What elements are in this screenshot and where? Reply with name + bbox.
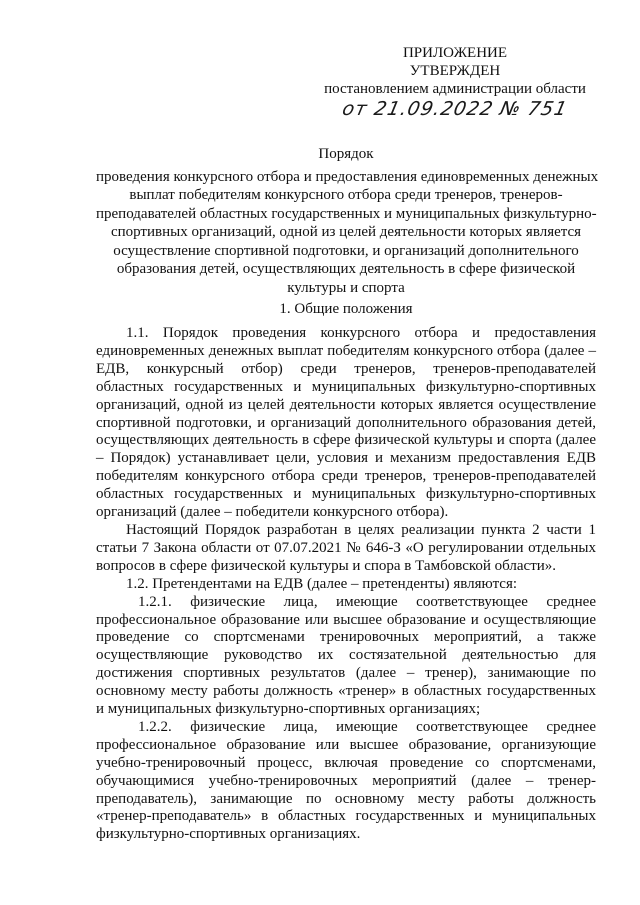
title-line: проведения конкурсного отбора и предоставления единовременных денежных — [96, 168, 599, 185]
approval-stamp-block — [300, 44, 610, 118]
title-line: образования детей, осуществляющих деятельность в сфере физической — [116, 261, 576, 277]
paragraph-1-2-1: 1.2.1. физические лица, имеющие соответствующее среднее профессиональное образование или высшее образование и осуществляющие проведение со спортсменами тренировочных мероприятий, а также осуществляющие руководство их состязательной деятельностью для достижения спортивных результатов (далее – тренер), занимающие по основному месту работы должность «тренер» в областных государственных и муниципальных физкультурно-спортивных организациях; — [96, 593, 596, 718]
title-line: выплат победителям конкурсного отбора среди тренеров, тренеров- — [129, 187, 563, 203]
paragraph-1-2-2: 1.2.2. физические лица, имеющие соответствующее среднее профессиональное образование или высшее образование, организующие учебно-тренировочный процесс, включая проведение со спортсменами, обучающимися учебно-тренировочных мероприятий (далее – тренер-преподаватель), занимающие по основному месту работы должность «тренер-преподаватель» в областных государственных и муниципальных физкультурно-спортивных организациях. — [96, 718, 596, 843]
paragraph-1-1: 1.1. Порядок проведения конкурсного отбора и предоставления единовременных денежных выплат победителям конкурсного отбора (далее – ЕДВ, конкурсный отбор) среди тренеров, тренеров-преподавателей областных государственных и муниципальных физкультурно-спортивных организаций, одной из целей деятельности которых является осуществление спортивной подготовки, и организаций дополнительного образования детей, осуществляющих деятельность в сфере физической культуры и спорта (далее – Порядок) устанавливает цели, условия и механизм предоставления ЕДВ победителям конкурсного отбора среди тренеров, тренеров-преподавателей областных государственных и муниципальных физкультурно-спортивных организаций (далее – победители конкурсного отбора). — [96, 325, 596, 521]
paragraph-legal-basis: Настоящий Порядок разработан в целях реализации пункта 2 части 1 статьи 7 Закона области от 07.07.2021 № 646-З «О регулировании отдельных вопросов в сфере физической культуры и спора в Тамбовской области». — [96, 521, 596, 574]
title-line: спортивных организаций, одной из целей деятельности которых является — [110, 224, 582, 240]
handwritten-date-number: от 21.09.2022 № 751 — [340, 98, 570, 120]
paragraph-1-2: 1.2. Претендентами на ЕДВ (далее – претенденты) являются: — [126, 575, 518, 592]
document-body — [96, 325, 596, 844]
resolution-label: постановлением администрации области — [324, 81, 586, 97]
section-title: 1. Общие положения — [279, 301, 413, 317]
appendix-label: ПРИЛОЖЕНИЕ — [402, 45, 508, 61]
title-line: преподавателей областных государственных и муниципальных физкультурно- — [96, 205, 597, 222]
title-heading: Порядок — [318, 146, 374, 162]
document-title — [96, 145, 599, 297]
approved-label: УТВЕРЖДЕН — [409, 63, 501, 79]
title-line: культуры и спорта — [287, 279, 405, 296]
title-line: осуществление спортивной подготовки, и организаций дополнительного — [113, 242, 579, 259]
